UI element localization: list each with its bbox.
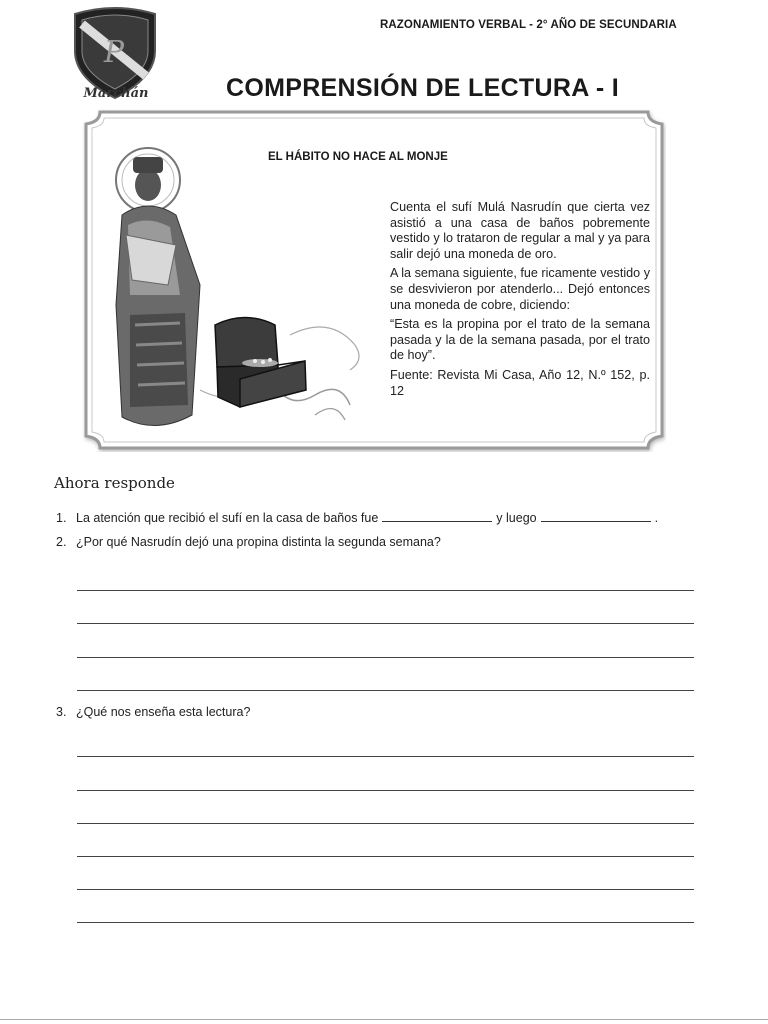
reading-title: EL HÁBITO NO HACE AL MONJE (268, 151, 448, 163)
question-number: 1. (56, 511, 67, 525)
answer-line[interactable] (77, 922, 694, 923)
question-3 (56, 705, 250, 719)
monk-with-chest-illustration (100, 135, 365, 435)
question-text: La atención que recibió el sufí en la casa de baños fue (76, 511, 379, 525)
question-text: ¿Qué nos enseña esta lectura? (76, 705, 251, 719)
question-1 (56, 511, 658, 525)
question-number: 2. (56, 535, 67, 549)
reading-source: Fuente: Revista Mi Casa, Año 12, N.º 152, p. 12 (390, 367, 650, 398)
question-text: y luego (496, 511, 537, 525)
answer-blank-2[interactable] (541, 511, 651, 522)
answer-line[interactable] (77, 590, 694, 591)
answer-blank-1[interactable] (382, 511, 492, 522)
page-bottom-divider (0, 1019, 768, 1020)
answer-line[interactable] (77, 690, 694, 691)
question-text: ¿Por qué Nasrudín dejó una propina distinta la segunda semana? (76, 535, 441, 549)
answer-line[interactable] (77, 889, 694, 890)
reading-paragraph: “Esta es la propina por el trato de la semana pasada y la de la semana pasada, por el trato de hoy”. (390, 317, 650, 363)
svg-text:P: P (103, 35, 125, 70)
answer-line[interactable] (77, 823, 694, 824)
logo-text: Marchán (83, 86, 149, 101)
answer-line[interactable] (77, 790, 694, 791)
answer-line[interactable] (77, 623, 694, 624)
question-number: 3. (56, 705, 67, 719)
question-2 (56, 535, 441, 549)
answer-line[interactable] (77, 856, 694, 857)
page-title: COMPRENSIÓN DE LECTURA - I (226, 74, 619, 102)
answer-line[interactable] (77, 756, 694, 757)
answer-line[interactable] (77, 657, 694, 658)
section-heading: Ahora responde (54, 474, 175, 492)
reading-paragraph: A la semana siguiente, fue ricamente vestido y se desvivieron por atenderlo... Dejó entonces una moneda de cobre, diciendo: (390, 266, 650, 312)
reading-paragraph: Cuenta el sufí Mulá Nasrudín que cierta vez asistió a una casa de baños pobremente vestido y lo trataron de regular a mal y ya para salir dejó una moneda de oro. (390, 200, 650, 261)
course-header: RAZONAMIENTO VERBAL - 2° AÑO DE SECUNDARIA (380, 19, 677, 31)
question-text: . (654, 511, 659, 525)
reading-body (390, 200, 650, 403)
